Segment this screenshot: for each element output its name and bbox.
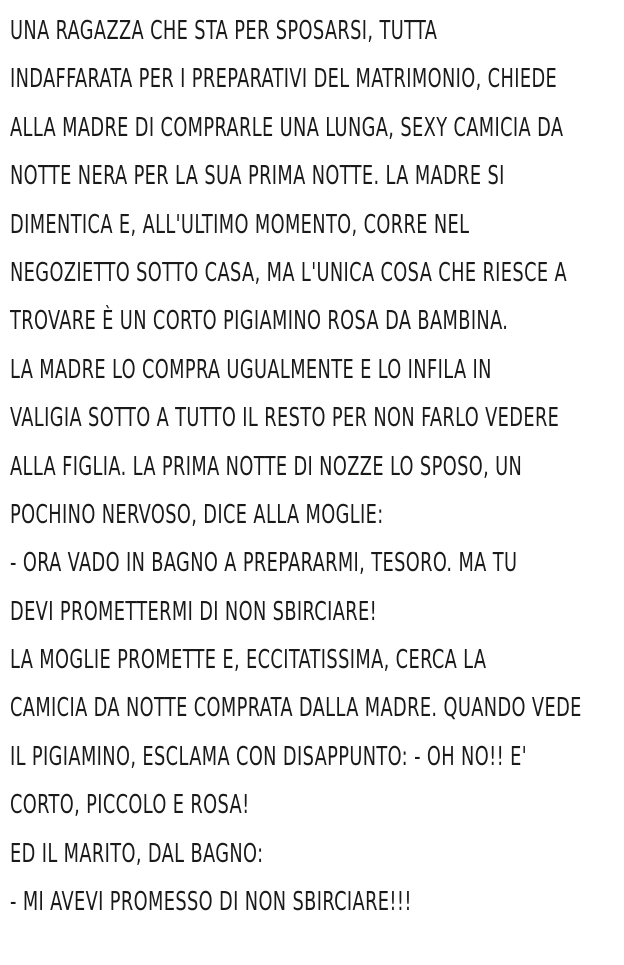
text-line: DIMENTICA E, ALL'ULTIMO MOMENTO, CORRE NEL	[10, 209, 470, 240]
text-line: UNA RAGAZZA CHE STA PER SPOSARSI, TUTTA	[10, 16, 438, 46]
text-line: IL PIGIAMINO, ESCLAMA CON DISAPPUNTO: - OH NO!! E'	[10, 741, 527, 772]
text-line: POCHINO NERVOSO, DICE ALLA MOGLIE:	[10, 499, 384, 530]
text-line: INDAFFARATA PER I PREPARATIVI DEL MATRIMONIO, CHIEDE	[10, 64, 558, 95]
text-line: NOTTE NERA PER LA SUA PRIMA NOTTE. LA MADRE SI	[10, 161, 505, 192]
text-line: CAMICIA DA NOTTE COMPRATA DALLA MADRE. QUANDO VEDE	[10, 693, 582, 724]
text-line: CORTO, PICCOLO E ROSA!	[10, 790, 250, 821]
text-line: TROVARE È UN CORTO PIGIAMINO ROSA DA BAMBINA.	[10, 306, 509, 337]
text-line: VALIGIA SOTTO A TUTTO IL RESTO PER NON FARLO VEDERE	[10, 403, 560, 434]
text-line: DEVI PROMETTERMI DI NON SBIRCIARE!	[10, 596, 378, 627]
text-line: ALLA FIGLIA. LA PRIMA NOTTE DI NOZZE LO SPOSO, UN	[10, 451, 523, 482]
text-line: ED IL MARITO, DAL BAGNO:	[10, 838, 264, 869]
joke-text	[10, 12, 618, 931]
text-line: ALLA MADRE DI COMPRARLE UNA LUNGA, SEXY CAMICIA DA	[10, 112, 564, 143]
text-line: LA MOGLIE PROMETTE E, ECCITATISSIMA, CERCA LA	[10, 645, 487, 676]
text-line: - MI AVEVI PROMESSO DI NON SBIRCIARE!!!	[10, 887, 412, 918]
text-line: - ORA VADO IN BAGNO A PREPARARMI, TESORO. MA TU	[10, 548, 518, 579]
text-line: LA MADRE LO COMPRA UGUALMENTE E LO INFILA IN	[10, 354, 492, 385]
text-line: NEGOZIETTO SOTTO CASA, MA L'UNICA COSA CHE RIESCE A	[10, 257, 568, 288]
